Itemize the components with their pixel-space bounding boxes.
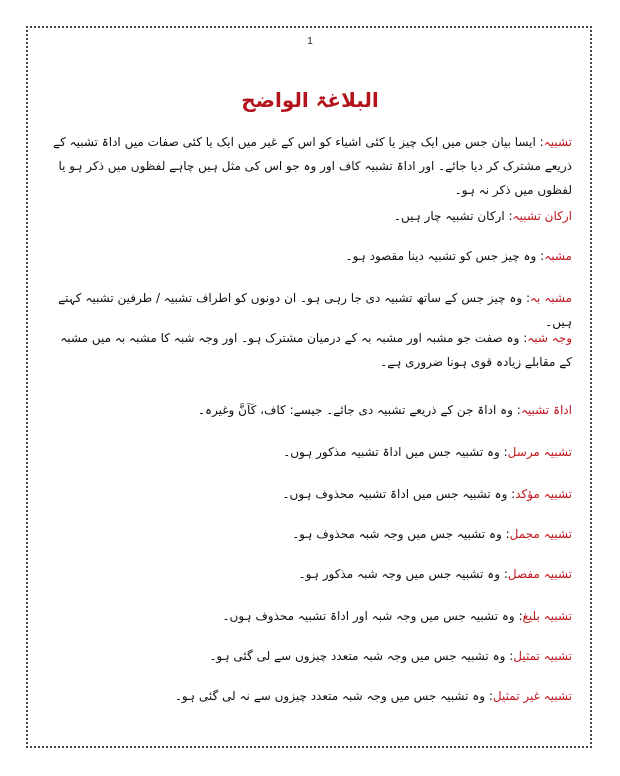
definition-text: : وہ تشبیہ جس میں وجہ شبہ اور اداۃ تشبیہ محذوف ہوں۔ — [222, 609, 523, 623]
paragraph-tashbeeh-baleegh — [48, 604, 572, 628]
paragraph-arkan-tashbeeh — [48, 204, 572, 228]
paragraph-adat-tashbeeh — [48, 398, 572, 422]
paragraph-tashbeeh-muakkad — [48, 482, 572, 506]
page-title: البلاغۃ الواضح — [241, 88, 379, 112]
term-label: اداۃ تشبیہ — [520, 403, 572, 417]
term-label: ارکان تشبیہ — [512, 209, 572, 223]
definition-text: : وہ چیز جس کو تشبیہ دینا مقصود ہو۔ — [345, 249, 545, 263]
definition-text: : وہ تشبیہ جس میں اداۃ تشبیہ مذکور ہوں۔ — [283, 445, 508, 459]
paragraph-wajh-shabah — [48, 326, 572, 374]
paragraph-tashbeeh-mursal — [48, 440, 572, 464]
definition-text: : وہ چیز جس کے ساتھ تشبیہ دی جا رہی ہو۔ ان دونوں کو اطراف تشبیہ / طرفین تشبیہ کہتے ہیں۔ — [58, 291, 572, 329]
term-label: مشبہ — [544, 249, 572, 263]
paragraph-tashbeeh-mujmal — [48, 522, 572, 546]
definition-text: : وہ تشبیہ جس میں وجہ شبہ محذوف ہو۔ — [292, 527, 510, 541]
definition-text: : وہ تشبیہ جس میں وجہ شبہ متعدد چیزوں سے لی گئی ہو۔ — [209, 649, 514, 663]
paragraph-tashbeeh-mufassal — [48, 562, 572, 586]
paragraph-tashbeeh — [48, 130, 572, 202]
term-label: تشبیہ تمثیل — [513, 649, 572, 663]
term-label: تشبیہ بلیغ — [522, 609, 572, 623]
definition-text: : ارکان تشبیہ چار ہیں۔ — [393, 209, 513, 223]
term-label: مشبہ بہ — [530, 291, 572, 305]
term-label: تشبیہ مؤکد — [515, 487, 572, 501]
term-label: تشبیہ مرسل — [507, 445, 572, 459]
definition-text: : ایسا بیان جس میں ایک چیز یا کئی اشیاء کو اس کے غیر میں ایک یا کئی صفات میں اداۃ تشبیہ کے ذریعے مشترک کر دیا جائے۔ اور اداۃ تشبیہ کاف اور وہ جو اس کی مثل ہیں چاہے لفظوں میں ذکر ہو یا لفظوں میں ذکر نہ ہو۔ — [53, 135, 572, 197]
term-label: تشبیہ — [543, 135, 572, 149]
term-label: تشبیہ مجمل — [509, 527, 572, 541]
term-label: تشبیہ غیر تمثیل — [492, 689, 572, 703]
page-number: 1 — [307, 36, 313, 47]
definition-text: : وہ صفت جو مشبہ اور مشبہ بہ کے درمیان مشترک ہو۔ اور وجہ شبہ کا مشبہ بہ میں مشبہ کے مقابلے زیادہ قوی ہونا ضروری ہے۔ — [60, 331, 572, 369]
paragraph-mushabbah — [48, 244, 572, 268]
paragraph-tashbeeh-ghair-tamseel — [48, 684, 572, 708]
term-label: تشبیہ مفصل — [507, 567, 572, 581]
definition-text: : وہ تشبیہ جس میں اداۃ تشبیہ محذوف ہوں۔ — [282, 487, 516, 501]
definition-text: : وہ تشبیہ جس میں وجہ شبہ مذکور ہو۔ — [298, 567, 508, 581]
definition-text: : وہ اداۃ جن کے ذریعے تشبیہ دی جائے۔ جیسے: کاف، کَاَنَّ وغیرہ۔ — [197, 403, 521, 417]
definition-text: : وہ تشبیہ جس میں وجہ شبہ متعدد چیزوں سے نہ لی گئی ہو۔ — [174, 689, 493, 703]
paragraph-tashbeeh-tamseel — [48, 644, 572, 668]
term-label: وجہ شبہ — [527, 331, 572, 345]
